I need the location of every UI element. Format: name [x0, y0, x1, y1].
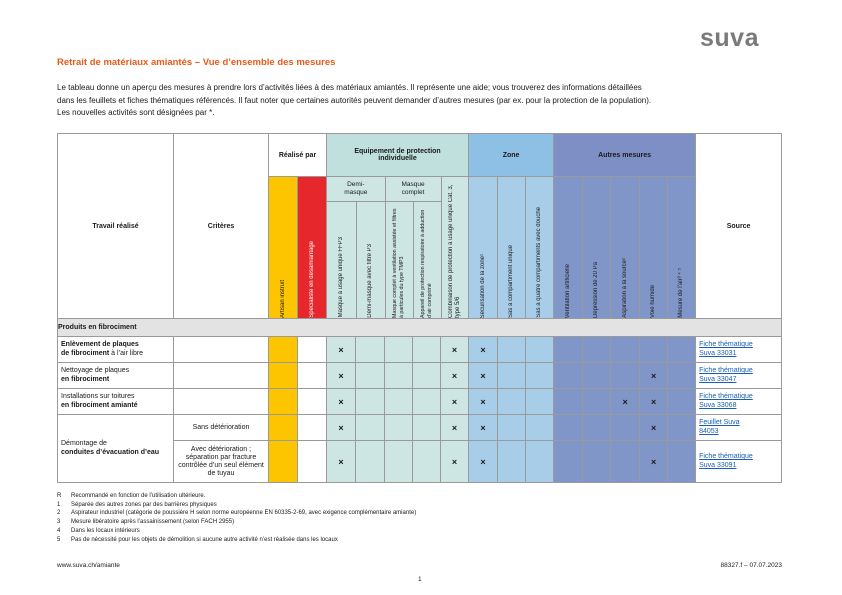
col-compressed-air: Appareil de protection respiratoire à adduction d’air comprimé: [413, 201, 441, 318]
mark-x: ×: [640, 415, 668, 441]
mark-cell: [269, 441, 298, 483]
page-number: 1: [418, 576, 422, 583]
mark-x: ×: [327, 415, 356, 441]
mark-cell: [583, 363, 611, 389]
source-cell: [696, 337, 782, 363]
col-coverall: Combinaison de protection à usage unique Cat. 3, type 5/6: [448, 184, 462, 318]
mark-x: ×: [441, 363, 469, 389]
header-criteria: Critères: [174, 134, 269, 319]
col-air-measure: Mesure de l’air³ ⁴ ⁵: [668, 177, 696, 319]
criteria-cell: [174, 337, 269, 363]
mark-cell: [413, 337, 441, 363]
mark-cell: [356, 363, 385, 389]
col-depression: Dépression de 20 Pa: [583, 177, 611, 319]
section-row: [58, 319, 782, 337]
mark-cell: [298, 389, 327, 415]
mark-x: ×: [611, 389, 640, 415]
work-cell: Nettoyage de plaques en fibrociment: [58, 363, 174, 389]
mark-cell: [356, 415, 385, 441]
mark-cell: [668, 441, 696, 483]
header-other-measures: Autres mesures: [554, 134, 696, 177]
mark-cell: [413, 441, 441, 483]
mark-cell: [385, 389, 413, 415]
col-artisan: Artisan instruit: [269, 177, 298, 319]
header-zone: Zone: [469, 134, 554, 177]
mark-x: ×: [327, 337, 356, 363]
source-link[interactable]: Fiche thématique Suva 33068: [699, 393, 753, 409]
source-link[interactable]: Fiche thématique Suva 33091: [699, 453, 753, 469]
criteria-cell: [174, 389, 269, 415]
mark-x: ×: [327, 389, 356, 415]
mark-cell: [385, 337, 413, 363]
mark-cell: [554, 363, 583, 389]
mark-cell: [413, 363, 441, 389]
mark-cell: [413, 389, 441, 415]
mark-cell: [413, 415, 441, 441]
mark-cell: [668, 389, 696, 415]
mark-cell: [583, 389, 611, 415]
col-ffp3: Masque à usage unique FFP3: [327, 201, 356, 318]
mark-x: ×: [327, 363, 356, 389]
source-link[interactable]: Fiche thématique Suva 33031: [699, 341, 753, 357]
mark-cell: [668, 363, 696, 389]
mark-x: ×: [640, 389, 668, 415]
sub-full-mask: Masque complet: [385, 177, 441, 201]
mark-cell: [611, 363, 640, 389]
work-cell: Installations sur toitures en fibrociment amianté: [58, 389, 174, 415]
footnote: 3 Mesure libératoire après l’assainissement (selon FACH 2955): [57, 519, 235, 526]
measures-table: [57, 133, 782, 483]
mark-x: ×: [441, 415, 469, 441]
source-cell: [696, 415, 782, 441]
source-link[interactable]: Feuillet Suva 84053: [699, 419, 740, 435]
criteria-cell: Avec détérioration ; séparation par fracture contrôlée d’un seul élément de tuyau: [174, 441, 269, 483]
footnotes: [57, 492, 416, 544]
intro-line: Les nouvelles activités sont désignées par *.: [57, 108, 215, 118]
mark-cell: [583, 441, 611, 483]
mark-cell: [498, 415, 526, 441]
mark-cell: [356, 337, 385, 363]
mark-cell: [526, 389, 554, 415]
col-wet: Voie humide: [640, 177, 668, 319]
col-zone-security: Sécurisation de la zone¹: [469, 177, 498, 319]
mark-x: ×: [469, 337, 498, 363]
mark-x: ×: [469, 441, 498, 483]
footnote: 2 Aspirateur industriel (catégorie de poussière H selon norme européenne EN 60335-2-69, avec exigence complémentaire amiante): [57, 510, 417, 517]
mark-cell: [554, 389, 583, 415]
mark-x: ×: [441, 389, 469, 415]
ppe-subheaders: [327, 177, 469, 319]
col-full-mask-tmp3: Masque complet à ventilation assistée et filtres à particules du type TMP3: [385, 201, 413, 318]
table-row: [58, 389, 782, 415]
col-single-airlock: Sas à compartiment unique: [498, 177, 526, 319]
mark-cell: [583, 415, 611, 441]
intro-line: dans les feuillets et fiches thématiques référencés. Il faut noter que certaines autorités peuvent demander d’autres mesures (par ex. pour la protection de la population).: [57, 95, 652, 105]
mark-cell: [526, 441, 554, 483]
footnote: 1 Séparée des autres zones par des barrières physiques: [57, 501, 217, 508]
source-cell: [696, 441, 782, 483]
mark-x: ×: [327, 441, 356, 483]
criteria-cell: Sans détérioration: [174, 415, 269, 441]
mark-cell: [298, 363, 327, 389]
table-row: [58, 415, 782, 441]
mark-x: ×: [640, 441, 668, 483]
header-source: Source: [696, 134, 782, 319]
suva-logo: suva: [700, 24, 759, 52]
table-row: [58, 337, 782, 363]
criteria-cell: [174, 363, 269, 389]
footer-reference: 88327.f – 07.07.2023: [720, 562, 782, 569]
mark-cell: [668, 415, 696, 441]
page-title: Retrait de matériaux amiantés – Vue d’ensemble des mesures: [57, 57, 336, 68]
section-label: Produits en fibrociment: [58, 319, 782, 337]
mark-cell: [554, 441, 583, 483]
col-four-airlock: Sas à quatre compartiments avec douche: [526, 177, 554, 319]
mark-cell: [498, 389, 526, 415]
mark-cell: [526, 337, 554, 363]
mark-cell: [498, 363, 526, 389]
col-half-mask-p3: Demi-masque avec filtre P3: [356, 201, 385, 318]
mark-cell: [611, 441, 640, 483]
mark-cell: [554, 415, 583, 441]
mark-x: ×: [441, 337, 469, 363]
mark-cell: [498, 441, 526, 483]
mark-cell: [385, 415, 413, 441]
header-ppe: Equipement de protection individuelle: [327, 134, 469, 177]
mark-cell: [611, 337, 640, 363]
mark-x: ×: [469, 363, 498, 389]
work-cell: Démontage de conduites d’évacuation d’eau: [58, 415, 174, 483]
mark-x: ×: [469, 415, 498, 441]
mark-cell: [269, 415, 298, 441]
sub-half-mask: Demi-masque: [327, 177, 385, 201]
mark-cell: [298, 337, 327, 363]
work-cell: Enlèvement de plaques de fibrociment à l’air libre: [58, 337, 174, 363]
col-aspiration: Aspiration à la source²: [611, 177, 640, 319]
header-done-by: Réalisé par: [269, 134, 327, 177]
footnote: 4 Dans les locaux intérieurs: [57, 527, 140, 534]
footnote: R Recommandé en fonction de l’utilisation ultérieure.: [57, 493, 206, 499]
mark-cell: [356, 441, 385, 483]
mark-x: ×: [469, 389, 498, 415]
mark-cell: [526, 415, 554, 441]
intro-line: Le tableau donne un aperçu des mesures à prendre lors d’activités liées à des matériaux amiantés. Il représente une aide; vous trouverez des informations détaillées: [57, 83, 642, 92]
mark-cell: [611, 415, 640, 441]
mark-cell: [269, 337, 298, 363]
mark-cell: [640, 337, 668, 363]
mark-cell: [356, 389, 385, 415]
mark-cell: [668, 337, 696, 363]
header-work: Travail réalisé: [58, 134, 174, 319]
mark-cell: [298, 441, 327, 483]
mark-cell: [498, 337, 526, 363]
mark-x: ×: [640, 363, 668, 389]
intro-text: [57, 82, 777, 120]
mark-cell: [554, 337, 583, 363]
source-link[interactable]: Fiche thématique Suva 33047: [699, 367, 753, 383]
footnote: 5 Pas de nécessité pour les objets de démolition si aucune autre activité n’est réalisée dans les locaux: [57, 536, 338, 543]
mark-cell: [526, 363, 554, 389]
col-ventilation: Ventilation artificielle: [554, 177, 583, 319]
source-cell: [696, 363, 782, 389]
source-cell: [696, 389, 782, 415]
mark-cell: [583, 337, 611, 363]
footer-url[interactable]: www.suva.ch/amiante: [57, 562, 120, 569]
mark-cell: [298, 415, 327, 441]
mark-cell: [385, 363, 413, 389]
mark-cell: [385, 441, 413, 483]
mark-cell: [269, 363, 298, 389]
mark-cell: [269, 389, 298, 415]
col-specialist: Spécialiste en désamiantage: [298, 177, 327, 319]
table-row: [58, 363, 782, 389]
mark-x: ×: [441, 441, 469, 483]
